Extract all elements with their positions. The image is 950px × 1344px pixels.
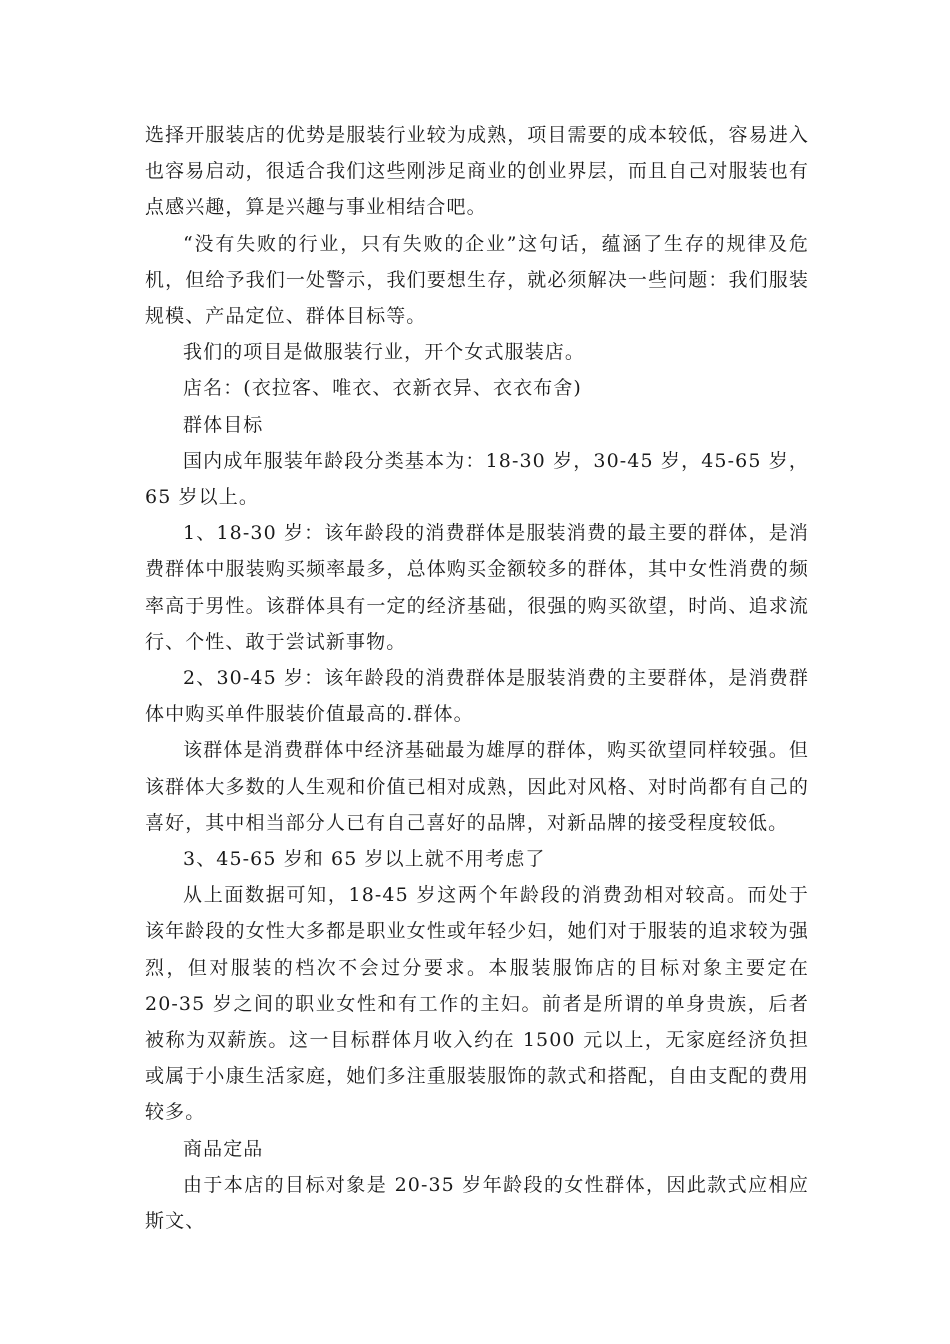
section-heading-product-positioning: 商品定品 xyxy=(183,1137,264,1160)
document-body xyxy=(145,117,809,1239)
paragraph-age-45-65: 3、45-65 岁和 65 岁以上就不用考虑了 xyxy=(183,848,546,871)
paragraph-store-names: 店名：(衣拉客、唯衣、衣新衣异、衣衣布舍) xyxy=(183,377,582,400)
paragraph-data-conclusion: 从上面数据可知，18-45 岁这两个年龄段的消费劲相对较高。而处于该年龄段的女性大多都是职业女性或年轻少妇，她们对于服装的追求较为强烈，但对服装的档次不会过分要求。本服装服饰店的目标对象主要定在 20-35 岁之间的职业女性和有工作的主妇。前者是所谓的单身贵族，后者被称为双薪族。这一目标群体月收入约在 1500 元以上，无家庭经济负担或属于小康生活家庭，她们多注重服装服饰的款式和搭配，自由支配的费用较多。 xyxy=(145,884,809,1124)
paragraph-intro: 选择开服装店的优势是服装行业较为成熟，项目需要的成本较低，容易进入也容易启动，很适合我们这些刚涉足商业的创业界层，而且自己对服装也有点感兴趣，算是兴趣与事业相结合吧。 xyxy=(145,124,809,219)
paragraph-age-classification: 国内成年服装年龄段分类基本为：18-30 岁，30-45 岁，45-65 岁，65 岁以上。 xyxy=(145,449,809,509)
paragraph-group-traits: 该群体是消费群体中经济基础最为雄厚的群体，购买欲望同样较强。但该群体大多数的人生观和价值已相对成熟，因此对风格、对时尚都有自己的喜好，其中相当部分人已有自己喜好的品牌，对新品牌的接受程度较低。 xyxy=(145,739,809,834)
paragraph-project: 我们的项目是做服装行业，开个女式服装店。 xyxy=(183,341,586,364)
paragraph-age-30-45: 2、30-45 岁：该年龄段的消费群体是服装消费的主要群体，是消费群体中购买单件服装价值最高的.群体。 xyxy=(145,667,809,726)
section-heading-target-group: 群体目标 xyxy=(183,413,264,436)
paragraph-age-18-30: 1、18-30 岁：该年龄段的消费群体是服装消费的最主要的群体，是消费群体中服装购买频率最多，总体购买金额较多的群体，其中女性消费的频率高于男性。该群体具有一定的经济基础，很强的购买欲望，时尚、追求流行、个性、敢于尝试新事物。 xyxy=(145,522,809,653)
paragraph-product-style: 由于本店的目标对象是 20-35 岁年龄段的女性群体，因此款式应相应斯文、 xyxy=(145,1173,809,1233)
paragraph-quote: “没有失败的行业，只有失败的企业”这句话，蕴涵了生存的规律及危机，但给予我们一处警示，我们要想生存，就必须解决一些问题：我们服装规模、产品定位、群体目标等。 xyxy=(145,232,809,328)
